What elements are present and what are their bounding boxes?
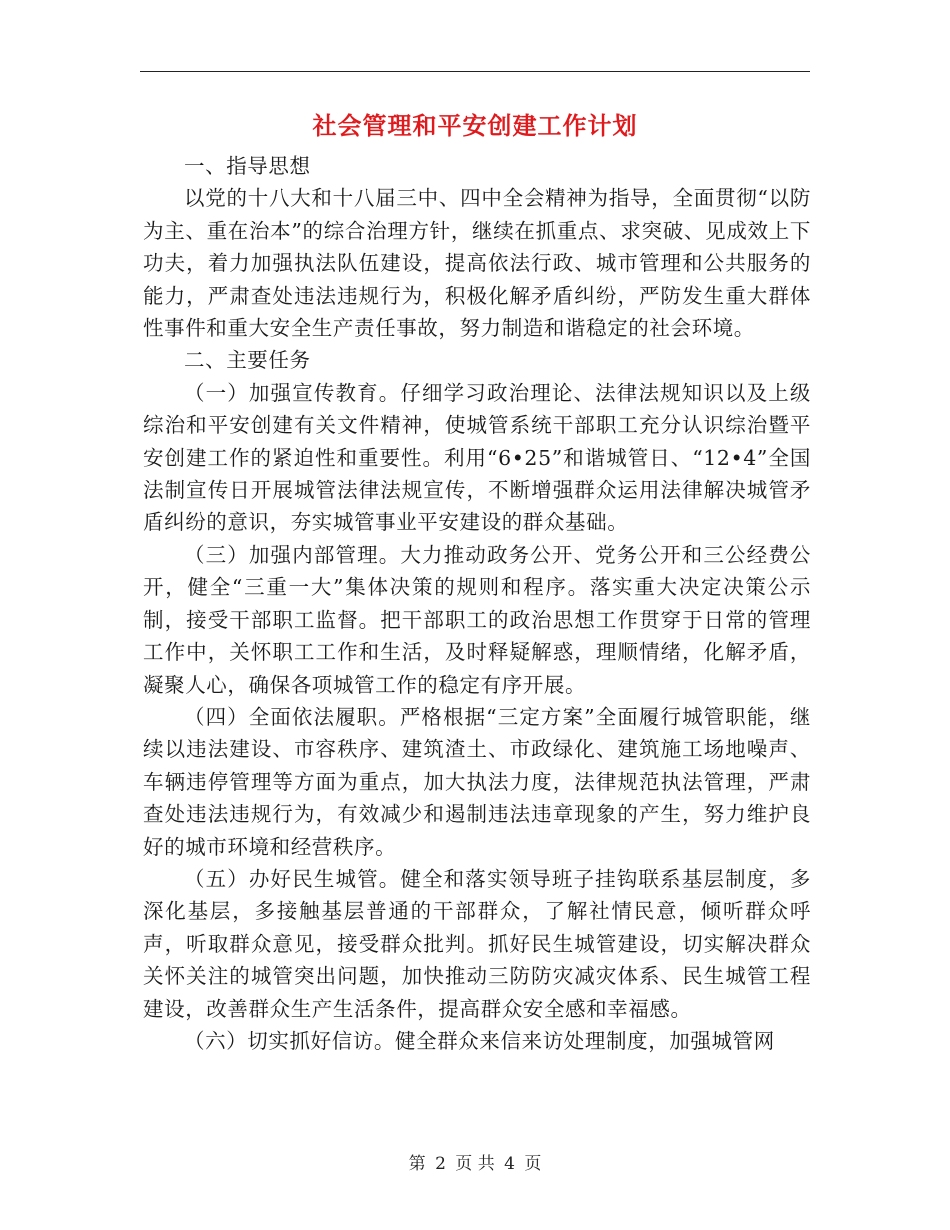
paragraph-task-internal-management: （三）加强内部管理。大力推动政务公开、党务公开和三公经费公开，健全“三重一大”集体决策的规则和程序。落实重大决定决策公示制，接受干部职工监督。把干部职工的政治思想工作贯穿于日常的管理工作中，关怀职工工作和生活，及时释疑解惑，理顺情绪，化解矛盾，凝聚人心，确保各项城管工作的稳定有序开展。 (143, 542, 811, 697)
paragraph-task-publicity: （一）加强宣传教育。仔细学习政治理论、法律法规知识以及上级综治和平安创建有关文件精神，使城管系统干部职工充分认识综治暨平安创建工作的紧迫性和重要性。利用“6•25”和谐城管日、“12•4”全国法制宣传日开展城管法律法规宣传，不断增强群众运用法律解决城管矛盾纠纷的意识，夯实城管事业平安建设的群众基础。 (143, 380, 811, 535)
footer-mid: 页 共 (455, 1154, 495, 1174)
paragraph-task-petitions: （六）切实抓好信访。健全群众来信来访处理制度，加强城管网 (184, 1028, 775, 1053)
section-heading-guiding-ideology: 一、指导思想 (184, 154, 311, 178)
document-body (143, 150, 811, 1057)
document-title: 社会管理和平安创建工作计划 (312, 111, 638, 140)
footer-page-number: 2 (435, 1154, 446, 1174)
paragraph-task-livelihood: （五）办好民生城管。健全和落实领导班子挂钩联系基层制度，多深化基层，多接触基层普通的干部群众，了解社情民意，倾听群众呼声，听取群众意见，接受群众批判。抓好民生城管建设，切实解决群众关怀关注的城管突出问题，加快推动三防防灾减灾体系、民生城管工程建设，改善群众生产生活条件，提高群众安全感和幸福感。 (143, 866, 811, 1021)
footer-total-pages: 4 (504, 1154, 515, 1174)
page-footer (0, 1152, 950, 1176)
paragraph-task-law-enforcement: （四）全面依法履职。严格根据“三定方案”全面履行城管职能，继续以违法建设、市容秩序、建筑渣土、市政绿化、建筑施工场地噪声、车辆违停管理等方面为重点，加大执法力度，法律规范执法管理，严肃查处违法违规行为，有效减少和遏制违法违章现象的产生，努力维护良好的城市环境和经营秩序。 (143, 704, 811, 859)
footer-prefix: 第 (408, 1154, 426, 1174)
paragraph-guiding-ideology: 以党的十八大和十八届三中、四中全会精神为指导，全面贯彻“以防为主、重在治本”的综合治理方针，继续在抓重点、求突破、见成效上下功夫，着力加强执法队伍建设，提高依法行政、城市管理和公共服务的能力，严肃查处违法违规行为，积极化解矛盾纠纷，严防发生重大群体性事件和重大安全生产责任事故，努力制造和谐稳定的社会环境。 (143, 186, 811, 341)
section-heading-main-tasks: 二、主要任务 (184, 348, 311, 373)
header-rule (140, 71, 810, 72)
footer-suffix: 页 (524, 1154, 542, 1174)
